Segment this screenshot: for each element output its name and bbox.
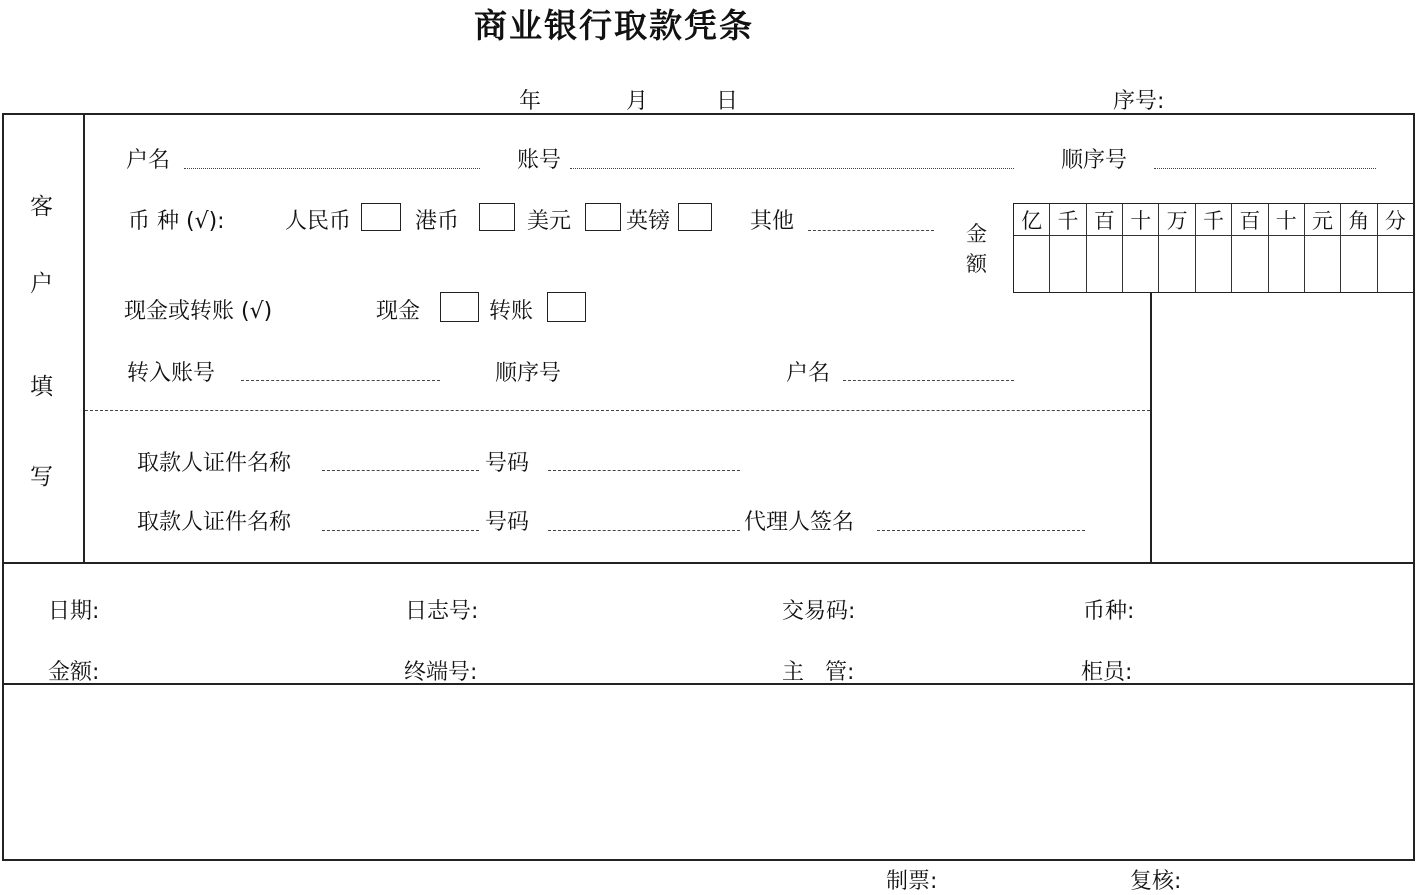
agent-sign-field[interactable] <box>877 530 1085 531</box>
amount-label-char-1: 金 <box>966 222 987 246</box>
transfer-name-label: 户名 <box>786 361 831 386</box>
bank-teller-label: 柜员: <box>1081 660 1133 685</box>
amount-digit-cell[interactable] <box>1196 236 1231 292</box>
currency-rmb-checkbox[interactable] <box>361 203 401 231</box>
form-title: 商业银行取款凭条 <box>474 6 754 45</box>
currency-rmb-label: 人民币 <box>285 209 352 234</box>
id-number-label-1: 号码 <box>485 451 530 476</box>
id-name-field-2[interactable] <box>322 530 479 531</box>
transfer-sequence-label: 顺序号 <box>495 361 562 386</box>
amount-digit-cell[interactable] <box>1232 236 1267 292</box>
amount-unit-header: 十 <box>1123 204 1158 236</box>
bank-supervisor-label: 主 管: <box>782 660 855 685</box>
amount-column <box>1050 204 1086 292</box>
cash-checkbox[interactable] <box>440 292 479 322</box>
transfer-label: 转账 <box>489 299 534 324</box>
right-area-divider <box>1150 293 1152 563</box>
amount-unit-header: 分 <box>1378 204 1413 236</box>
amount-label-char-2: 额 <box>966 252 987 276</box>
id-name-label-1: 取款人证件名称 <box>137 451 292 476</box>
amount-column <box>1159 204 1195 292</box>
day-label: 日 <box>716 89 739 114</box>
amount-digit-cell[interactable] <box>1269 236 1304 292</box>
amount-unit-header: 百 <box>1087 204 1122 236</box>
footer-maker-label: 制票: <box>886 869 938 894</box>
bank-trans-code-label: 交易码: <box>782 599 856 624</box>
transfer-checkbox[interactable] <box>547 292 586 322</box>
amount-grid <box>1013 203 1414 293</box>
amount-unit-header: 千 <box>1050 204 1085 236</box>
id-number-label-2: 号码 <box>485 510 530 535</box>
section-divider-1 <box>2 562 1415 564</box>
account-no-label: 账号 <box>517 148 562 173</box>
amount-unit-header: 亿 <box>1014 204 1049 236</box>
currency-hkd-checkbox[interactable] <box>479 203 515 231</box>
bank-amount-label: 金额: <box>48 660 100 685</box>
agent-sign-label: 代理人签名 <box>744 510 855 535</box>
amount-unit-header: 元 <box>1305 204 1340 236</box>
amount-digit-cell[interactable] <box>1378 236 1413 292</box>
amount-digit-cell[interactable] <box>1014 236 1049 292</box>
amount-digit-cell[interactable] <box>1341 236 1376 292</box>
label-column-divider <box>83 113 85 563</box>
month-label: 月 <box>626 89 649 114</box>
currency-label: 币 种 (√): <box>128 209 225 234</box>
inner-dashed-separator <box>85 410 1150 411</box>
label-char-1: 客 <box>30 194 53 220</box>
account-name-label: 户名 <box>126 148 171 173</box>
amount-column <box>1232 204 1268 292</box>
amount-column <box>1269 204 1305 292</box>
cash-label: 现金 <box>376 299 421 324</box>
cash-or-transfer-label: 现金或转账 (√) <box>124 299 273 324</box>
currency-other-label: 其他 <box>750 209 795 234</box>
label-char-2: 户 <box>30 271 53 297</box>
label-char-4: 写 <box>30 464 53 490</box>
amount-unit-header: 万 <box>1159 204 1194 236</box>
account-no-field[interactable] <box>570 168 1014 169</box>
amount-column <box>1341 204 1377 292</box>
transfer-account-field[interactable] <box>241 380 440 381</box>
currency-other-field[interactable] <box>808 230 934 231</box>
currency-gbp-label: 英镑 <box>626 209 671 234</box>
id-name-label-2: 取款人证件名称 <box>137 510 292 535</box>
bank-date-label: 日期: <box>48 599 100 624</box>
bank-log-no-label: 日志号: <box>405 599 479 624</box>
amount-digit-cell[interactable] <box>1087 236 1122 292</box>
bank-currency-label: 币种: <box>1083 599 1135 624</box>
account-name-field[interactable] <box>184 168 480 169</box>
amount-digit-cell[interactable] <box>1159 236 1194 292</box>
amount-unit-header: 十 <box>1269 204 1304 236</box>
amount-digit-cell[interactable] <box>1123 236 1158 292</box>
footer-reviewer-label: 复核: <box>1130 869 1182 894</box>
amount-column <box>1305 204 1341 292</box>
amount-digit-cell[interactable] <box>1050 236 1085 292</box>
amount-unit-header: 百 <box>1232 204 1267 236</box>
amount-digit-cell[interactable] <box>1305 236 1340 292</box>
transfer-name-field[interactable] <box>843 380 1014 381</box>
year-label: 年 <box>519 89 542 114</box>
sequence-no-label: 顺序号 <box>1061 148 1128 173</box>
section-divider-2 <box>2 683 1415 685</box>
amount-column <box>1014 204 1050 292</box>
amount-unit-header: 千 <box>1196 204 1231 236</box>
transfer-account-label: 转入账号 <box>127 361 216 386</box>
sequence-no-field[interactable] <box>1154 168 1376 169</box>
bank-terminal-no-label: 终端号: <box>404 660 478 685</box>
amount-unit-header: 角 <box>1341 204 1376 236</box>
currency-usd-checkbox[interactable] <box>585 203 621 231</box>
amount-column <box>1196 204 1232 292</box>
amount-column <box>1087 204 1123 292</box>
id-number-field-2[interactable] <box>548 530 740 531</box>
id-number-field-1[interactable] <box>548 470 740 471</box>
currency-hkd-label: 港币 <box>415 209 460 234</box>
currency-usd-label: 美元 <box>527 209 572 234</box>
amount-column <box>1378 204 1413 292</box>
id-name-field-1[interactable] <box>322 470 479 471</box>
label-char-3: 填 <box>30 374 53 400</box>
serial-label: 序号: <box>1113 89 1165 114</box>
currency-gbp-checkbox[interactable] <box>678 203 712 231</box>
amount-column <box>1123 204 1159 292</box>
